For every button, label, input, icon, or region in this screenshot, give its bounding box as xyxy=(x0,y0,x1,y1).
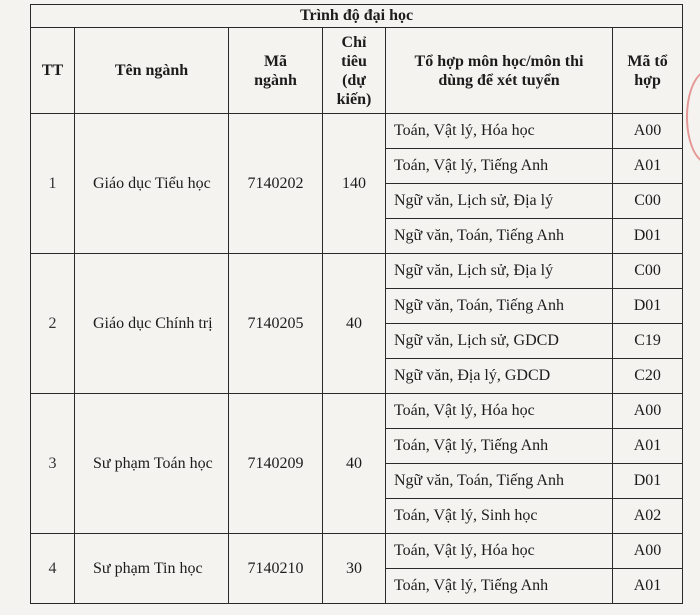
combo-code: A01 xyxy=(613,149,683,184)
combo-code: C00 xyxy=(613,184,683,219)
row-major-name: Giáo dục Chính trị xyxy=(75,254,229,394)
combo-code: D01 xyxy=(613,219,683,254)
row-tt: 4 xyxy=(31,534,75,604)
header-code-line2: ngành xyxy=(254,71,297,89)
header-combo-line1: Tổ hợp môn học/môn thi xyxy=(414,52,584,70)
table-row xyxy=(31,254,683,289)
row-major-code: 7140202 xyxy=(229,114,323,254)
row-major-name: Sư phạm Tin học xyxy=(75,534,229,604)
combo-code: D01 xyxy=(613,464,683,499)
combo-subjects: Toán, Vật lý, Tiếng Anh xyxy=(386,429,613,464)
combo-subjects: Ngữ văn, Toán, Tiếng Anh xyxy=(386,219,613,254)
row-tt: 2 xyxy=(31,254,75,394)
combo-code: A01 xyxy=(613,429,683,464)
header-combo xyxy=(386,28,613,114)
header-quota-line3: (dự xyxy=(342,71,366,89)
header-mcode xyxy=(613,28,683,114)
combo-code: C19 xyxy=(613,324,683,359)
header-mcode-line1: Mã tổ xyxy=(627,52,668,70)
header-code-line1: Mã xyxy=(263,52,288,70)
header-combo-line2: dùng để xét tuyển xyxy=(438,71,560,89)
row-major-code: 7140205 xyxy=(229,254,323,394)
combo-subjects: Ngữ văn, Toán, Tiếng Anh xyxy=(386,289,613,324)
combo-code: A00 xyxy=(613,534,683,569)
combo-subjects: Toán, Vật lý, Tiếng Anh xyxy=(386,569,613,604)
combo-subjects: Toán, Vật lý, Hóa học xyxy=(386,534,613,569)
combo-subjects: Ngữ văn, Địa lý, GDCD xyxy=(386,359,613,394)
row-major-name: Sư phạm Toán học xyxy=(75,394,229,534)
table-row xyxy=(31,114,683,149)
combo-code: A01 xyxy=(613,569,683,604)
combo-subjects: Toán, Vật lý, Hóa học xyxy=(386,394,613,429)
row-quota: 40 xyxy=(323,394,386,534)
table-row xyxy=(31,394,683,429)
combo-code: A02 xyxy=(613,499,683,534)
header-quota xyxy=(323,28,386,114)
combo-subjects: Ngữ văn, Lịch sử, Địa lý xyxy=(386,184,613,219)
row-quota: 140 xyxy=(323,114,386,254)
combo-subjects: Ngữ văn, Toán, Tiếng Anh xyxy=(386,464,613,499)
header-name: Tên ngành xyxy=(75,28,229,114)
header-quota-line4: kiến) xyxy=(336,90,372,108)
admission-table xyxy=(30,4,683,604)
combo-subjects: Toán, Vật lý, Sinh học xyxy=(386,499,613,534)
table-row xyxy=(31,534,683,569)
combo-code: A00 xyxy=(613,114,683,149)
combo-subjects: Ngữ văn, Lịch sử, Địa lý xyxy=(386,254,613,289)
table-title: Trình độ đại học xyxy=(31,5,683,28)
combo-subjects: Ngữ văn, Lịch sử, GDCD xyxy=(386,324,613,359)
combo-subjects: Toán, Vật lý, Hóa học xyxy=(386,114,613,149)
combo-code: A00 xyxy=(613,394,683,429)
combo-subjects: Toán, Vật lý, Tiếng Anh xyxy=(386,149,613,184)
header-tt: TT xyxy=(31,28,75,114)
header-code xyxy=(229,28,323,114)
row-major-code: 7140209 xyxy=(229,394,323,534)
row-tt: 3 xyxy=(31,394,75,534)
header-mcode-line2: hợp xyxy=(634,71,661,89)
header-quota-line1: Chỉ xyxy=(341,33,367,51)
combo-code: D01 xyxy=(613,289,683,324)
combo-code: C00 xyxy=(613,254,683,289)
row-tt: 1 xyxy=(31,114,75,254)
row-major-code: 7140210 xyxy=(229,534,323,604)
red-seal-stamp xyxy=(686,70,700,164)
row-major-name: Giáo dục Tiểu học xyxy=(75,114,229,254)
header-quota-line2: tiêu xyxy=(341,52,367,70)
row-quota: 30 xyxy=(323,534,386,604)
combo-code: C20 xyxy=(613,359,683,394)
row-quota: 40 xyxy=(323,254,386,394)
